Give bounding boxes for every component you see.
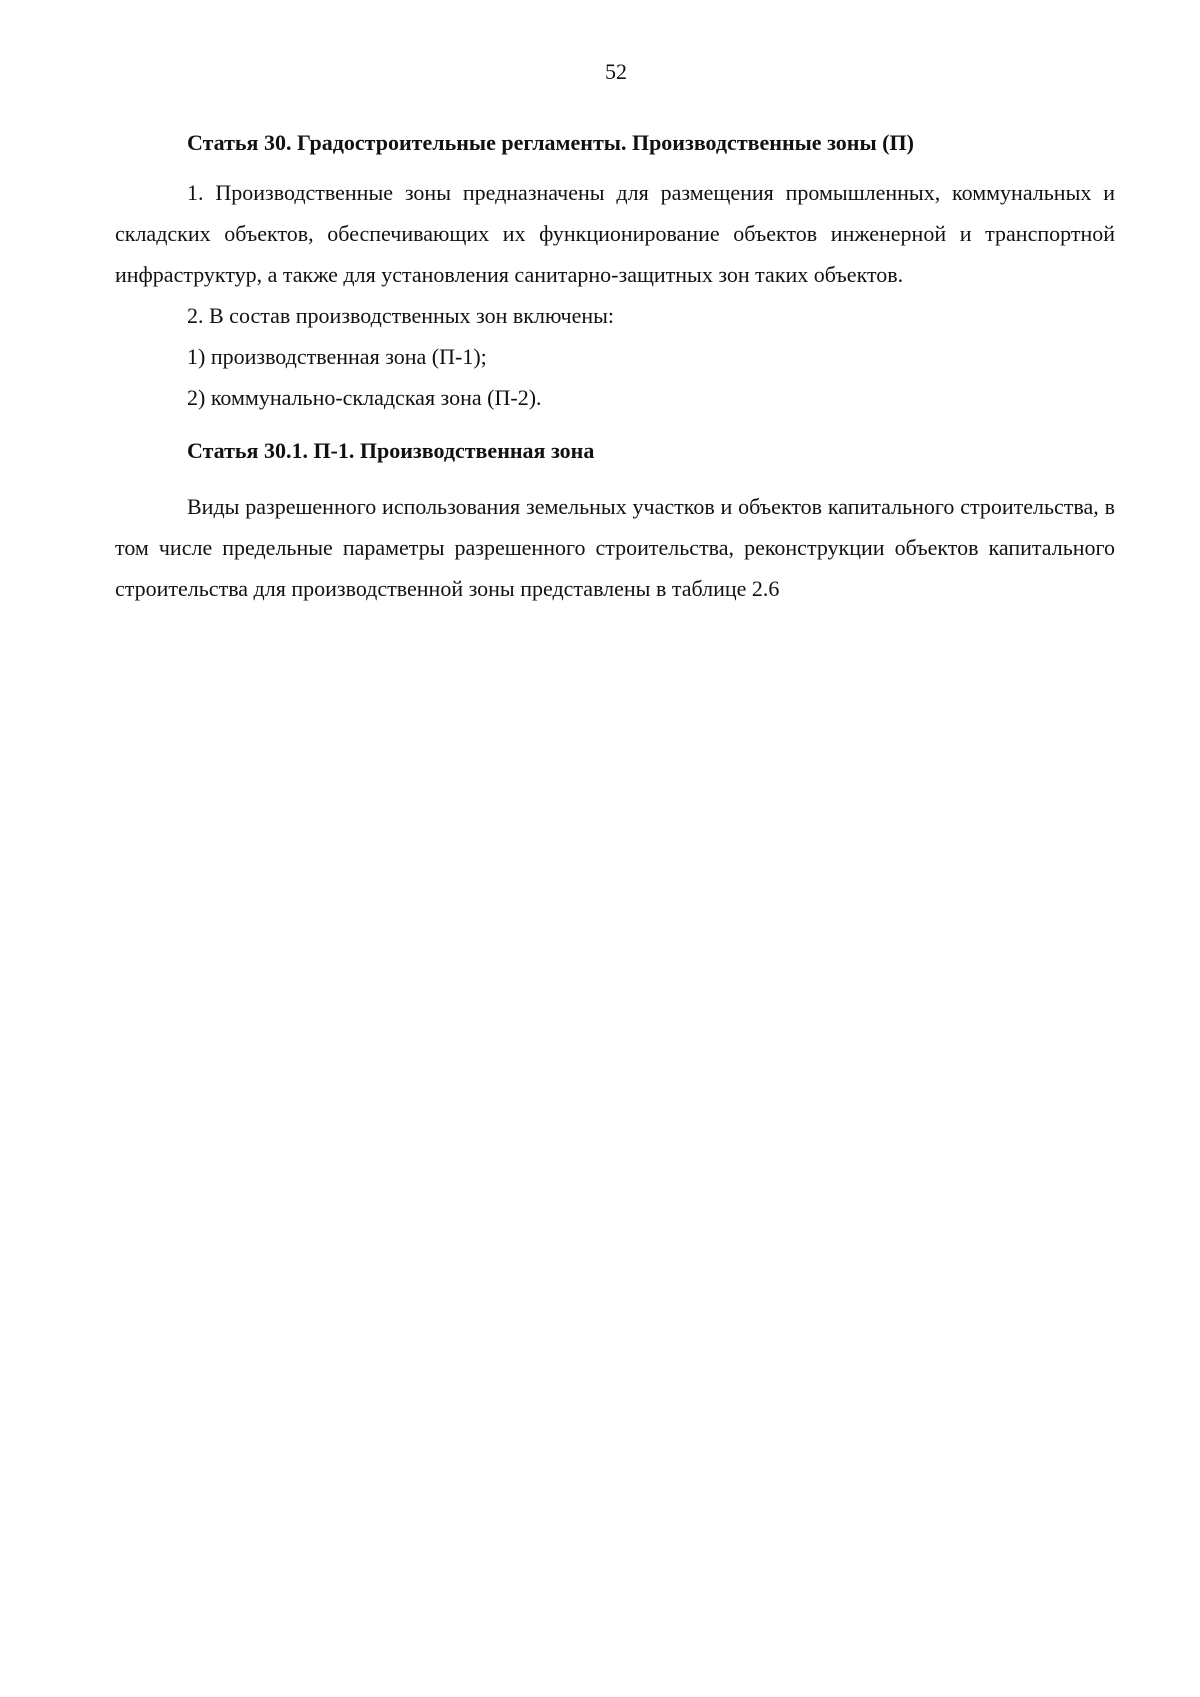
list-item: 1) производственная зона (П-1); bbox=[187, 344, 487, 369]
page-content bbox=[115, 128, 1115, 609]
article-30-1-heading: Статья 30.1. П-1. Производственная зона bbox=[187, 438, 595, 463]
zones-list bbox=[115, 295, 1115, 418]
list-item: 2) коммунально-складская зона (П-2). bbox=[187, 385, 542, 410]
article-30-paragraph-1: 1. Производственные зоны предназначены для размещения промышленных, коммунальных и складских объектов, обеспечивающих их функционирование объектов инженерной и транспортной инфраструктур, а также для установления санитарно-защитных зон таких объектов. bbox=[115, 180, 1115, 287]
article-30-heading: Статья 30. Градостроительные регламенты. Производственные зоны (П) bbox=[187, 130, 914, 155]
article-30-1-paragraph: Виды разрешенного использования земельных участков и объектов капитального строительства, в том числе предельные параметры разрешенного строительства, реконструкции объектов капитального строительства для производственной зоны представлены в таблице 2.6 bbox=[115, 494, 1115, 601]
article-30-paragraph-2: 2. В состав производственных зон включены: bbox=[187, 303, 615, 328]
page-number: 52 bbox=[605, 59, 627, 84]
